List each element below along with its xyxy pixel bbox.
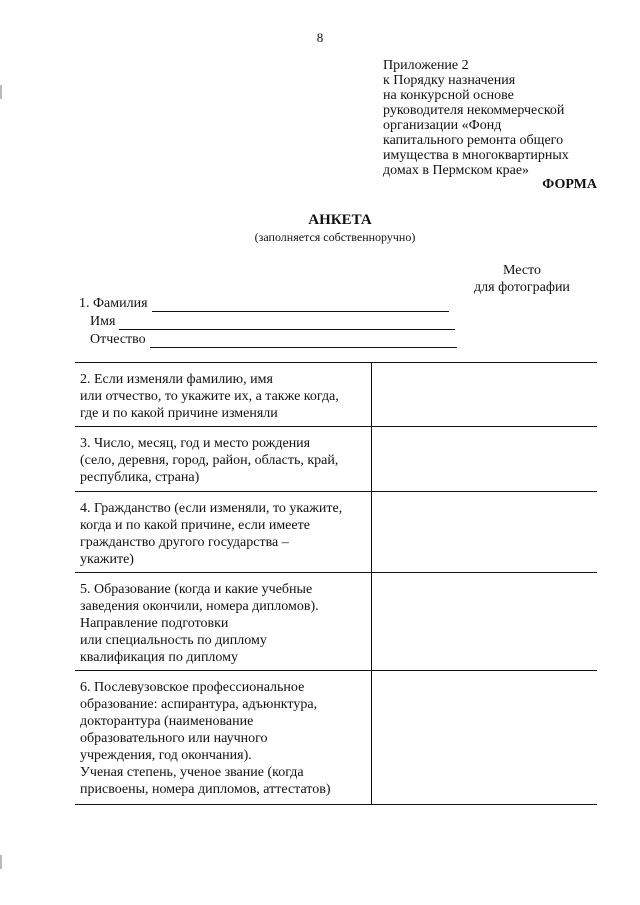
- question-text: или отчество, то укажите их, а также когда,: [80, 389, 339, 404]
- appendix-line: Приложение 2: [383, 58, 469, 73]
- appendix-line: к Порядку назначения: [383, 73, 516, 88]
- question-text: учреждения, год окончания).: [80, 748, 252, 763]
- surname-label: 1. Фамилия: [79, 296, 148, 311]
- question-text: республика, страна): [80, 470, 200, 485]
- question-text: 5. Образование (когда и какие учебные: [80, 582, 313, 597]
- photo-label-line1: Место: [503, 263, 541, 278]
- surname-input-line[interactable]: [152, 298, 449, 312]
- question-text: 4. Гражданство (если изменяли, то укажите,: [80, 501, 343, 516]
- answer-cell[interactable]: [372, 573, 597, 670]
- form-label: ФОРМА: [542, 177, 597, 192]
- appendix-line: организации «Фонд: [383, 118, 502, 133]
- photo-placeholder: [462, 262, 582, 296]
- question-cell: [75, 573, 372, 670]
- question-text: гражданство другого государства –: [80, 535, 289, 550]
- question-cell: [75, 363, 372, 426]
- appendix-line: домах в Пермском крае»: [383, 163, 530, 178]
- appendix-line: на конкурсной основе: [383, 88, 514, 103]
- table-row: [75, 363, 597, 427]
- table-row: [75, 573, 597, 671]
- margin-mark: [0, 855, 2, 869]
- appendix-note: [383, 58, 633, 178]
- question-text: квалификация по диплому: [80, 650, 239, 665]
- photo-label-line2: для фотографии: [474, 280, 570, 295]
- question-text: укажите): [80, 552, 134, 567]
- patronymic-field: [90, 332, 457, 348]
- question-text: 2. Если изменяли фамилию, имя: [80, 372, 273, 387]
- question-text: заведения окончили, номера дипломов).: [80, 599, 319, 614]
- answer-cell[interactable]: [372, 492, 597, 572]
- table-row: [75, 492, 597, 573]
- question-text: (село, деревня, город, район, область, край,: [80, 453, 339, 468]
- appendix-line: капитального ремонта общего: [383, 133, 564, 148]
- name-input-line[interactable]: [119, 316, 455, 330]
- question-cell: [75, 492, 372, 572]
- name-field: [90, 314, 455, 330]
- patronymic-label: Отчество: [90, 332, 146, 347]
- answer-cell[interactable]: [372, 671, 597, 804]
- questionnaire-table: [75, 362, 597, 805]
- answer-cell[interactable]: [372, 363, 597, 426]
- table-row: [75, 671, 597, 805]
- appendix-line: руководителя некоммерческой: [383, 103, 565, 118]
- question-cell: [75, 427, 372, 491]
- question-text: докторантура (наименование: [80, 714, 254, 729]
- margin-mark: [0, 85, 2, 99]
- table-row: [75, 427, 597, 492]
- question-text: 3. Число, месяц, год и место рождения: [80, 436, 311, 451]
- question-text: образование: аспирантура, адъюнктура,: [80, 697, 318, 712]
- question-text: образовательного или научного: [80, 731, 268, 746]
- question-text: Направление подготовки: [80, 616, 229, 631]
- document-title: АНКЕТА: [308, 212, 372, 228]
- document-subtitle: (заполняется собственноручно): [254, 230, 416, 244]
- question-text: присвоены, номера дипломов, аттестатов): [80, 782, 331, 797]
- answer-cell[interactable]: [372, 427, 597, 491]
- question-text: 6. Послевузовское профессиональное: [80, 680, 305, 695]
- question-text: Ученая степень, ученое звание (когда: [80, 765, 304, 780]
- appendix-line: имущества в многоквартирных: [383, 148, 569, 163]
- question-text: когда и по какой причине, если имеете: [80, 518, 310, 533]
- surname-field: [79, 296, 449, 312]
- page-number: 8: [316, 30, 324, 45]
- patronymic-input-line[interactable]: [150, 334, 457, 348]
- name-label: Имя: [90, 314, 116, 329]
- question-text: где и по какой причине изменяли: [80, 406, 278, 421]
- question-text: или специальность по диплому: [80, 633, 267, 648]
- question-cell: [75, 671, 372, 804]
